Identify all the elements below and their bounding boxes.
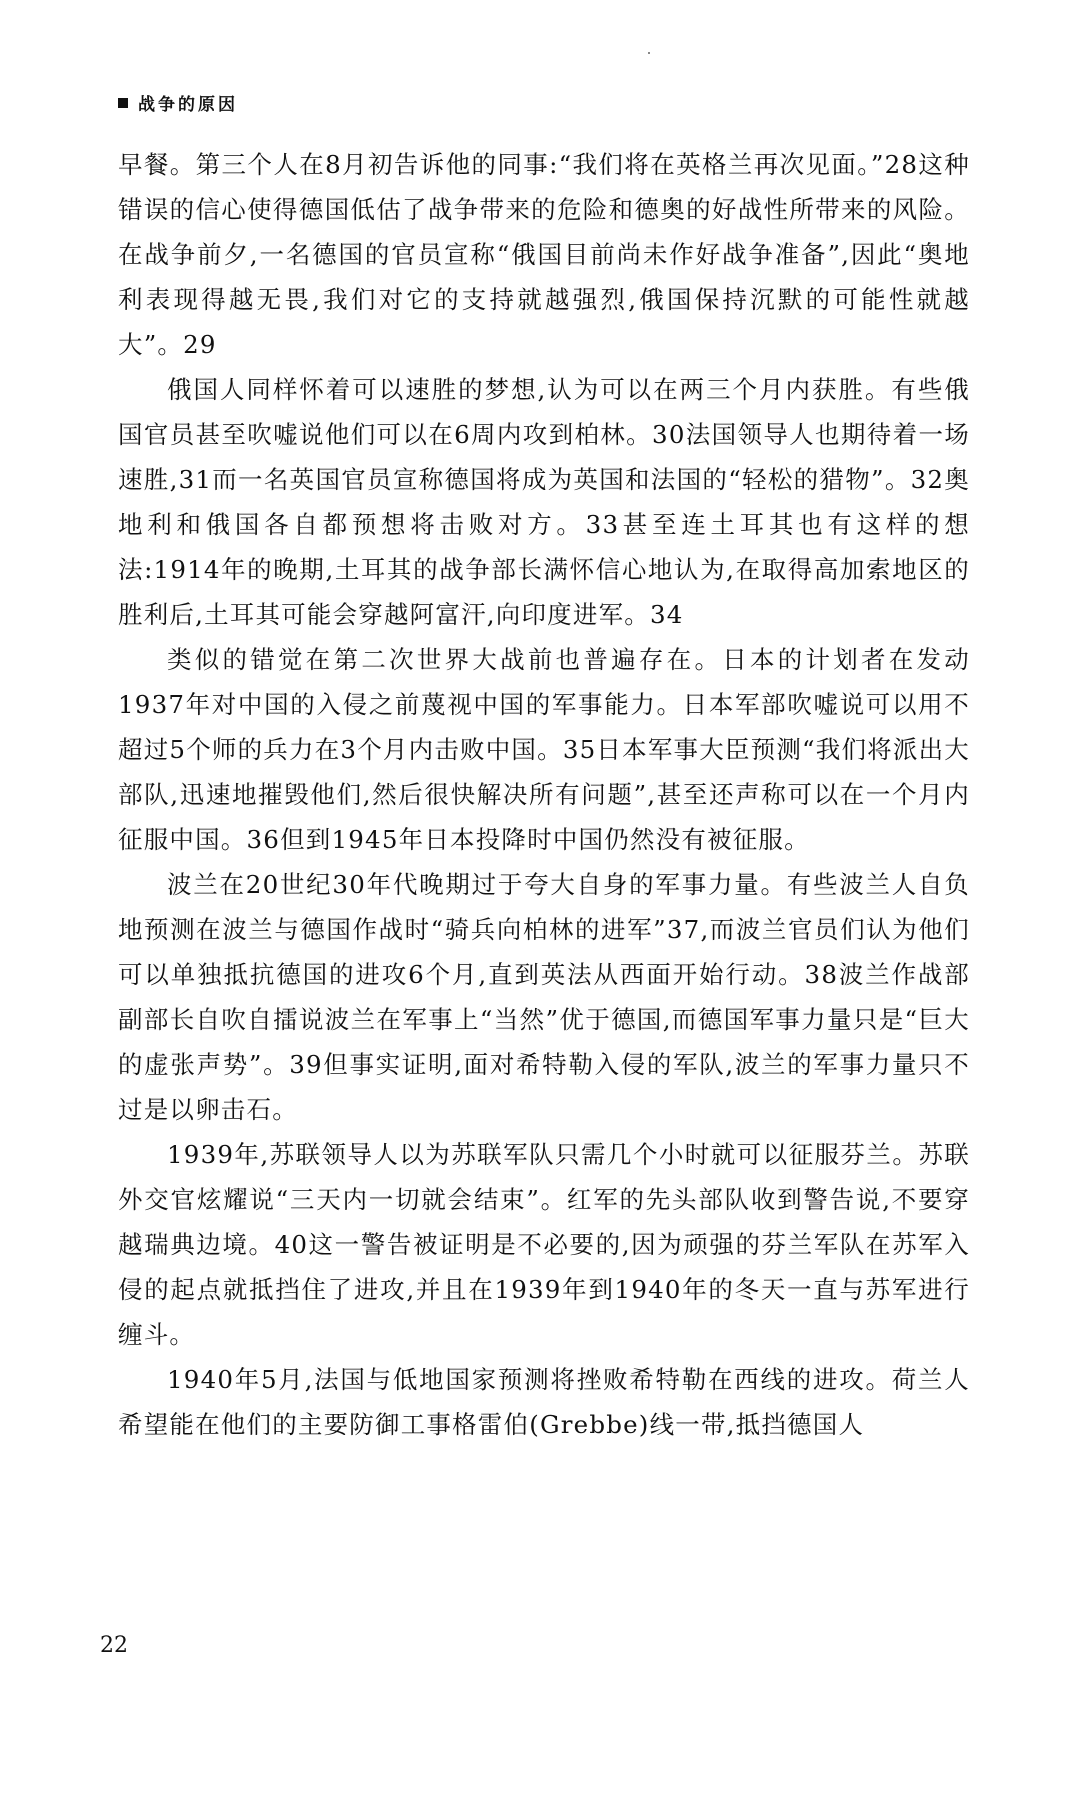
- body-text: [118, 142, 970, 1447]
- scan-speck: [648, 52, 650, 54]
- paragraph-6: 1940年5月,法国与低地国家预测将挫败希特勒在西线的进攻。荷兰人希望能在他们的主要防御工事格雷伯(Grebbe)线一带,抵挡德国人: [118, 1365, 970, 1439]
- paragraph-3: 类似的错觉在第二次世界大战前也普遍存在。日本的计划者在发动1937年对中国的入侵之前蔑视中国的军事能力。日本军部吹嘘说可以用不超过5个师的兵力在3个月内击败中国。35日本军事大臣预测“我们将派出大部队,迅速地摧毁他们,然后很快解决所有问题”,甚至还声称可以在一个月内征服中国。36但到1945年日本投降时中国仍然没有被征服。: [118, 645, 970, 854]
- page-number: 22: [100, 1633, 128, 1658]
- paragraph-4: 波兰在20世纪30年代晚期过于夸大自身的军事力量。有些波兰人自负地预测在波兰与德国作战时“骑兵向柏林的进军”37,而波兰官员们认为他们可以单独抵抗德国的进攻6个月,直到英法从西面开始行动。38波兰作战部副部长自吹自擂说波兰在军事上“当然”优于德国,而德国军事力量只是“巨大的虚张声势”。39但事实证明,面对希特勒入侵的军队,波兰的军事力量只不过是以卵击石。: [118, 870, 970, 1124]
- paragraph-1: 早餐。第三个人在8月初告诉他的同事:“我们将在英格兰再次见面。”28这种错误的信心使得德国低估了战争带来的危险和德奥的好战性所带来的风险。在战争前夕,一名德国的官员宣称“俄国目前尚未作好战争准备”,因此“奥地利表现得越无畏,我们对它的支持就越强烈,俄国保持沉默的可能性就越大”。29: [118, 150, 970, 359]
- running-title: 战争的原因: [138, 95, 238, 115]
- running-header: [118, 90, 238, 115]
- square-bullet-icon: [118, 98, 128, 108]
- paragraph-2: 俄国人同样怀着可以速胜的梦想,认为可以在两三个月内获胜。有些俄国官员甚至吹嘘说他们可以在6周内攻到柏林。30法国领导人也期待着一场速胜,31而一名英国官员宣称德国将成为英国和法国的“轻松的猎物”。32奥地利和俄国各自都预想将击败对方。33甚至连土耳其也有这样的想法:1914年的晚期,土耳其的战争部长满怀信心地认为,在取得高加索地区的胜利后,土耳其可能会穿越阿富汗,向印度进军。34: [118, 375, 970, 629]
- paragraph-5: 1939年,苏联领导人以为苏联军队只需几个小时就可以征服芬兰。苏联外交官炫耀说“三天内一切就会结束”。红军的先头部队收到警告说,不要穿越瑞典边境。40这一警告被证明是不必要的,因为顽强的芬兰军队在苏军入侵的起点就抵挡住了进攻,并且在1939年到1940年的冬天一直与苏军进行缠斗。: [118, 1140, 970, 1349]
